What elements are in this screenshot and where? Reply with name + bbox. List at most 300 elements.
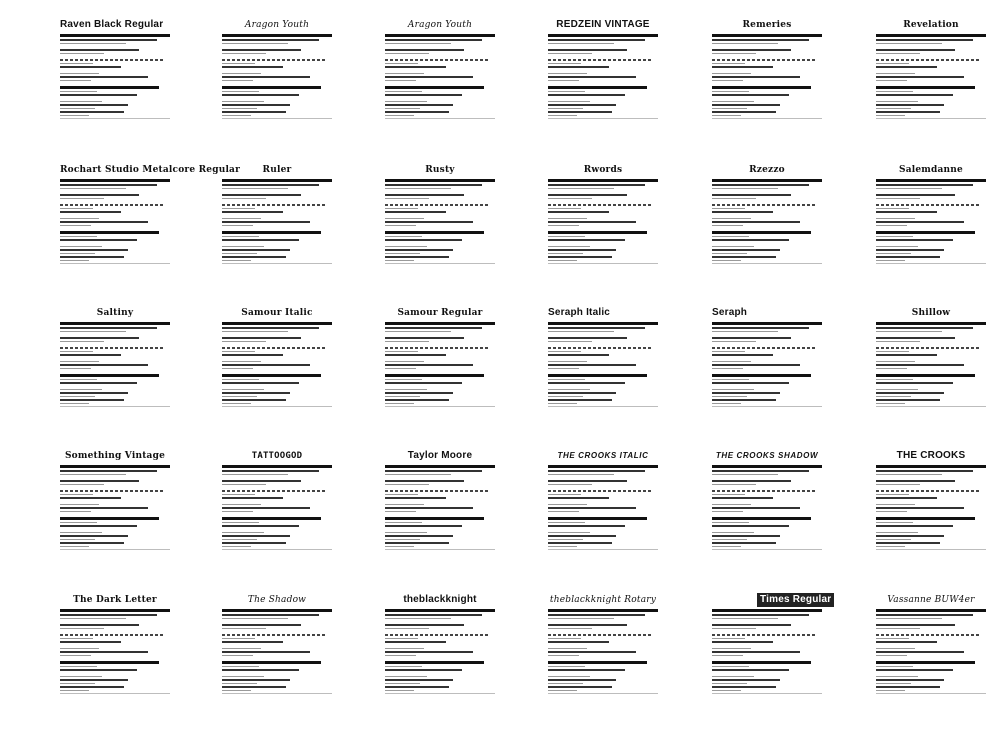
specimen-line	[548, 679, 616, 681]
specimen-line	[385, 382, 462, 384]
specimen-line	[712, 63, 745, 64]
font-name: THE CROOKS SHADOW	[715, 451, 819, 460]
specimen-line	[712, 470, 809, 472]
specimen-line	[222, 111, 286, 113]
specimen-line	[222, 525, 299, 527]
specimen-line	[548, 86, 647, 89]
specimen-line	[385, 39, 482, 41]
specimen-line	[712, 39, 809, 41]
specimen-line	[712, 249, 780, 251]
specimen-line	[385, 641, 446, 643]
specimen-line	[876, 53, 920, 54]
specimen-line	[548, 470, 645, 472]
specimen-line	[548, 504, 587, 505]
specimen-line	[222, 347, 327, 349]
specimen-line	[548, 480, 627, 482]
specimen-line	[60, 374, 159, 377]
specimen-line	[222, 218, 261, 219]
divider	[222, 263, 332, 264]
specimen-line	[222, 497, 283, 499]
specimen-line	[548, 651, 636, 653]
specimen-line	[385, 618, 451, 619]
specimen-line	[548, 522, 585, 523]
specimen-line	[548, 638, 581, 639]
specimen-line	[385, 494, 418, 495]
specimen-line	[876, 253, 911, 254]
specimen-line	[548, 101, 590, 102]
specimen-line	[876, 179, 986, 182]
specimen-line	[712, 80, 743, 81]
specimen-line	[712, 403, 741, 404]
specimen-line	[876, 225, 907, 226]
divider	[385, 693, 495, 694]
specimen-line	[712, 399, 776, 401]
specimen-line	[876, 641, 937, 643]
specimen-line	[876, 260, 905, 261]
font-card	[385, 449, 495, 579]
specimen-line	[222, 539, 257, 540]
specimen-line	[548, 49, 627, 51]
specimen-line	[548, 218, 587, 219]
specimen-line	[60, 34, 170, 37]
specimen-line	[385, 101, 427, 102]
specimen-line	[876, 511, 907, 512]
specimen-line	[712, 382, 789, 384]
specimen-line	[876, 470, 973, 472]
specimen-lines	[548, 322, 658, 436]
specimen-line	[222, 249, 290, 251]
specimen-line	[548, 666, 585, 667]
specimen-lines	[385, 34, 495, 148]
specimen-line	[385, 218, 424, 219]
specimen-line	[222, 91, 259, 92]
divider	[222, 406, 332, 407]
specimen-line	[876, 198, 920, 199]
specimen-line	[60, 221, 148, 223]
specimen-line	[876, 221, 964, 223]
font-card	[385, 306, 495, 436]
specimen-line	[876, 679, 944, 681]
specimen-line	[712, 676, 754, 677]
specimen-line	[222, 256, 286, 258]
specimen-lines	[548, 179, 658, 293]
specimen-line	[60, 341, 104, 342]
specimen-line	[385, 59, 490, 61]
specimen-line	[876, 614, 973, 616]
specimen-line	[548, 669, 625, 671]
specimen-line	[876, 111, 940, 113]
specimen-line	[385, 368, 416, 369]
specimen-line	[60, 624, 139, 626]
specimen-line	[712, 507, 800, 509]
specimen-line	[548, 641, 609, 643]
specimen-line	[712, 465, 822, 468]
specimen-line	[548, 260, 577, 261]
specimen-line	[876, 382, 953, 384]
specimen-line	[712, 368, 743, 369]
specimen-line	[222, 511, 253, 512]
specimen-line	[548, 347, 653, 349]
specimen-line	[60, 389, 102, 390]
specimen-line	[385, 354, 446, 356]
specimen-line	[60, 651, 148, 653]
specimen-line	[712, 225, 743, 226]
specimen-line	[385, 379, 422, 380]
specimen-lines	[712, 179, 822, 293]
divider	[385, 118, 495, 119]
specimen-line	[712, 532, 754, 533]
specimen-line	[876, 322, 986, 325]
specimen-line	[385, 690, 414, 691]
font-name: Aragon Youth	[407, 20, 473, 30]
specimen-line	[876, 91, 913, 92]
font-card	[222, 449, 332, 579]
specimen-line	[876, 347, 981, 349]
specimen-line	[876, 327, 973, 329]
font-card	[712, 449, 822, 579]
specimen-line	[876, 504, 915, 505]
specimen-line	[60, 331, 126, 332]
specimen-line	[385, 260, 414, 261]
specimen-line	[876, 208, 909, 209]
specimen-line	[548, 676, 590, 677]
specimen-line	[385, 231, 484, 234]
specimen-line	[548, 484, 592, 485]
specimen-line	[712, 389, 754, 390]
specimen-lines	[385, 322, 495, 436]
specimen-line	[876, 249, 944, 251]
specimen-line	[712, 211, 773, 213]
specimen-line	[876, 368, 907, 369]
specimen-line	[60, 211, 121, 213]
specimen-line	[548, 331, 614, 332]
specimen-lines	[60, 465, 170, 579]
font-name: Ruler	[262, 165, 292, 175]
specimen-line	[876, 204, 981, 206]
specimen-line	[60, 480, 139, 482]
specimen-line	[548, 511, 579, 512]
specimen-line	[60, 399, 124, 401]
specimen-line	[385, 532, 427, 533]
specimen-line	[222, 465, 332, 468]
specimen-line	[60, 351, 93, 352]
divider	[548, 693, 658, 694]
specimen-line	[876, 104, 944, 106]
font-card	[385, 18, 495, 148]
font-name: Saltiny	[96, 308, 134, 318]
specimen-line	[712, 614, 809, 616]
specimen-line	[222, 221, 310, 223]
specimen-lines	[712, 609, 822, 723]
specimen-line	[222, 211, 283, 213]
specimen-line	[876, 628, 920, 629]
specimen-line	[60, 184, 157, 186]
specimen-line	[222, 108, 257, 109]
specimen-line	[222, 661, 321, 664]
font-name: Samour Regular	[397, 308, 483, 318]
divider	[876, 118, 986, 119]
specimen-line	[222, 546, 251, 547]
specimen-line	[60, 63, 93, 64]
specimen-line	[548, 399, 612, 401]
font-card	[712, 593, 832, 723]
specimen-line	[712, 221, 800, 223]
specimen-line	[548, 609, 658, 612]
specimen-line	[876, 188, 942, 189]
specimen-line	[712, 525, 789, 527]
specimen-line	[222, 396, 257, 397]
specimen-line	[548, 648, 587, 649]
specimen-line	[60, 634, 165, 636]
specimen-line	[712, 618, 778, 619]
specimen-line	[876, 389, 918, 390]
specimen-lines	[222, 34, 332, 148]
specimen-line	[385, 347, 490, 349]
specimen-line	[712, 374, 811, 377]
specimen-line	[60, 609, 170, 612]
specimen-line	[60, 683, 95, 684]
specimen-line	[60, 490, 165, 492]
specimen-line	[60, 648, 99, 649]
specimen-line	[222, 614, 319, 616]
specimen-line	[60, 104, 128, 106]
specimen-line	[712, 104, 780, 106]
specimen-line	[60, 679, 128, 681]
specimen-line	[876, 618, 942, 619]
specimen-line	[712, 101, 754, 102]
specimen-line	[548, 628, 592, 629]
specimen-line	[222, 666, 259, 667]
specimen-line	[222, 470, 319, 472]
specimen-line	[385, 669, 462, 671]
specimen-line	[385, 399, 449, 401]
font-name: The Dark Letter	[73, 595, 157, 605]
specimen-line	[385, 184, 482, 186]
specimen-line	[60, 361, 99, 362]
specimen-line	[60, 676, 102, 677]
specimen-line	[222, 253, 257, 254]
specimen-lines	[60, 609, 170, 723]
divider	[222, 549, 332, 550]
specimen-line	[712, 379, 749, 380]
specimen-line	[548, 184, 645, 186]
specimen-line	[712, 337, 791, 339]
specimen-line	[876, 669, 953, 671]
specimen-line	[60, 39, 157, 41]
specimen-line	[548, 532, 590, 533]
specimen-line	[222, 504, 261, 505]
specimen-line	[222, 484, 266, 485]
specimen-line	[876, 256, 940, 258]
specimen-line	[548, 546, 577, 547]
specimen-line	[385, 539, 420, 540]
specimen-line	[876, 661, 975, 664]
specimen-line	[222, 327, 319, 329]
specimen-line	[60, 253, 95, 254]
specimen-line	[385, 239, 462, 241]
specimen-line	[385, 614, 482, 616]
font-name: REDZEIN VINTAGE	[556, 19, 650, 30]
specimen-line	[222, 225, 253, 226]
specimen-line	[222, 341, 266, 342]
specimen-line	[385, 517, 484, 520]
specimen-line	[548, 490, 653, 492]
specimen-line	[548, 494, 581, 495]
specimen-line	[876, 683, 911, 684]
specimen-line	[548, 351, 581, 352]
specimen-line	[60, 655, 91, 656]
specimen-line	[60, 392, 128, 394]
specimen-line	[712, 322, 822, 325]
specimen-line	[385, 108, 420, 109]
specimen-line	[548, 686, 612, 688]
specimen-lines	[876, 322, 986, 436]
specimen-lines	[712, 322, 822, 436]
specimen-line	[60, 511, 91, 512]
specimen-line	[222, 115, 251, 116]
specimen-line	[712, 634, 817, 636]
specimen-line	[222, 389, 264, 390]
specimen-line	[60, 532, 102, 533]
specimen-lines	[548, 465, 658, 579]
font-name: Rzezzo	[749, 165, 785, 175]
font-name: Something Vintage	[64, 451, 166, 461]
specimen-line	[60, 256, 124, 258]
specimen-line	[60, 686, 124, 688]
specimen-line	[548, 198, 592, 199]
specimen-line	[712, 327, 809, 329]
divider	[60, 118, 170, 119]
specimen-line	[222, 480, 301, 482]
divider	[548, 406, 658, 407]
specimen-line	[385, 484, 429, 485]
specimen-line	[222, 236, 259, 237]
specimen-line	[876, 39, 973, 41]
divider	[548, 118, 658, 119]
specimen-lines	[876, 465, 986, 579]
specimen-line	[60, 115, 89, 116]
specimen-line	[712, 522, 749, 523]
specimen-line	[548, 249, 616, 251]
specimen-line	[876, 76, 964, 78]
specimen-line	[60, 76, 148, 78]
specimen-line	[876, 63, 909, 64]
specimen-line	[385, 115, 414, 116]
specimen-line	[876, 522, 913, 523]
specimen-line	[60, 638, 93, 639]
specimen-line	[60, 470, 157, 472]
specimen-line	[712, 331, 778, 332]
specimen-line	[712, 517, 811, 520]
specimen-line	[876, 474, 942, 475]
font-name: Rochart Studio Metalcore Regular	[60, 165, 241, 175]
specimen-line	[60, 666, 97, 667]
divider	[876, 406, 986, 407]
font-card	[60, 163, 241, 293]
font-name: Rwords	[583, 165, 623, 175]
specimen-lines	[548, 609, 658, 723]
specimen-line	[548, 204, 653, 206]
specimen-line	[548, 108, 583, 109]
specimen-line	[385, 322, 495, 325]
specimen-line	[548, 39, 645, 41]
specimen-line	[222, 76, 310, 78]
font-card	[60, 449, 170, 579]
specimen-line	[222, 403, 251, 404]
specimen-line	[548, 379, 585, 380]
specimen-line	[548, 403, 577, 404]
specimen-line	[385, 73, 424, 74]
divider	[222, 693, 332, 694]
specimen-line	[60, 504, 99, 505]
specimen-line	[712, 539, 747, 540]
font-card	[876, 593, 986, 723]
specimen-line	[60, 43, 126, 44]
specimen-line	[222, 73, 261, 74]
specimen-line	[548, 634, 653, 636]
font-name: Samour Italic	[241, 308, 313, 318]
specimen-line	[876, 86, 975, 89]
specimen-line	[222, 86, 321, 89]
specimen-line	[385, 331, 451, 332]
specimen-line	[60, 198, 104, 199]
specimen-line	[60, 80, 91, 81]
divider	[385, 406, 495, 407]
font-card	[60, 593, 170, 723]
specimen-line	[60, 101, 102, 102]
specimen-line	[222, 474, 288, 475]
specimen-line	[876, 374, 975, 377]
specimen-lines	[876, 179, 986, 293]
specimen-lines	[222, 179, 332, 293]
specimen-line	[222, 522, 259, 523]
specimen-line	[712, 661, 811, 664]
specimen-line	[222, 179, 332, 182]
divider	[222, 118, 332, 119]
specimen-line	[548, 517, 647, 520]
divider	[712, 263, 822, 264]
specimen-line	[712, 43, 778, 44]
specimen-line	[712, 624, 791, 626]
divider	[876, 693, 986, 694]
specimen-line	[876, 101, 918, 102]
specimen-line	[222, 379, 259, 380]
specimen-line	[876, 535, 944, 537]
font-card	[548, 18, 658, 148]
specimen-line	[385, 648, 424, 649]
specimen-line	[548, 327, 645, 329]
specimen-line	[548, 231, 647, 234]
specimen-line	[548, 337, 627, 339]
specimen-line	[385, 683, 420, 684]
specimen-line	[222, 624, 301, 626]
specimen-line	[60, 379, 97, 380]
font-name: Salemdanne	[899, 165, 963, 175]
specimen-line	[712, 179, 822, 182]
specimen-line	[712, 194, 791, 196]
specimen-line	[222, 246, 264, 247]
specimen-line	[385, 628, 429, 629]
specimen-line	[712, 651, 800, 653]
specimen-line	[60, 236, 97, 237]
font-name: Revelation	[903, 20, 959, 30]
specimen-line	[222, 676, 264, 677]
divider	[712, 406, 822, 407]
specimen-lines	[385, 609, 495, 723]
specimen-line	[385, 66, 446, 68]
specimen-line	[876, 392, 944, 394]
specimen-line	[60, 474, 126, 475]
